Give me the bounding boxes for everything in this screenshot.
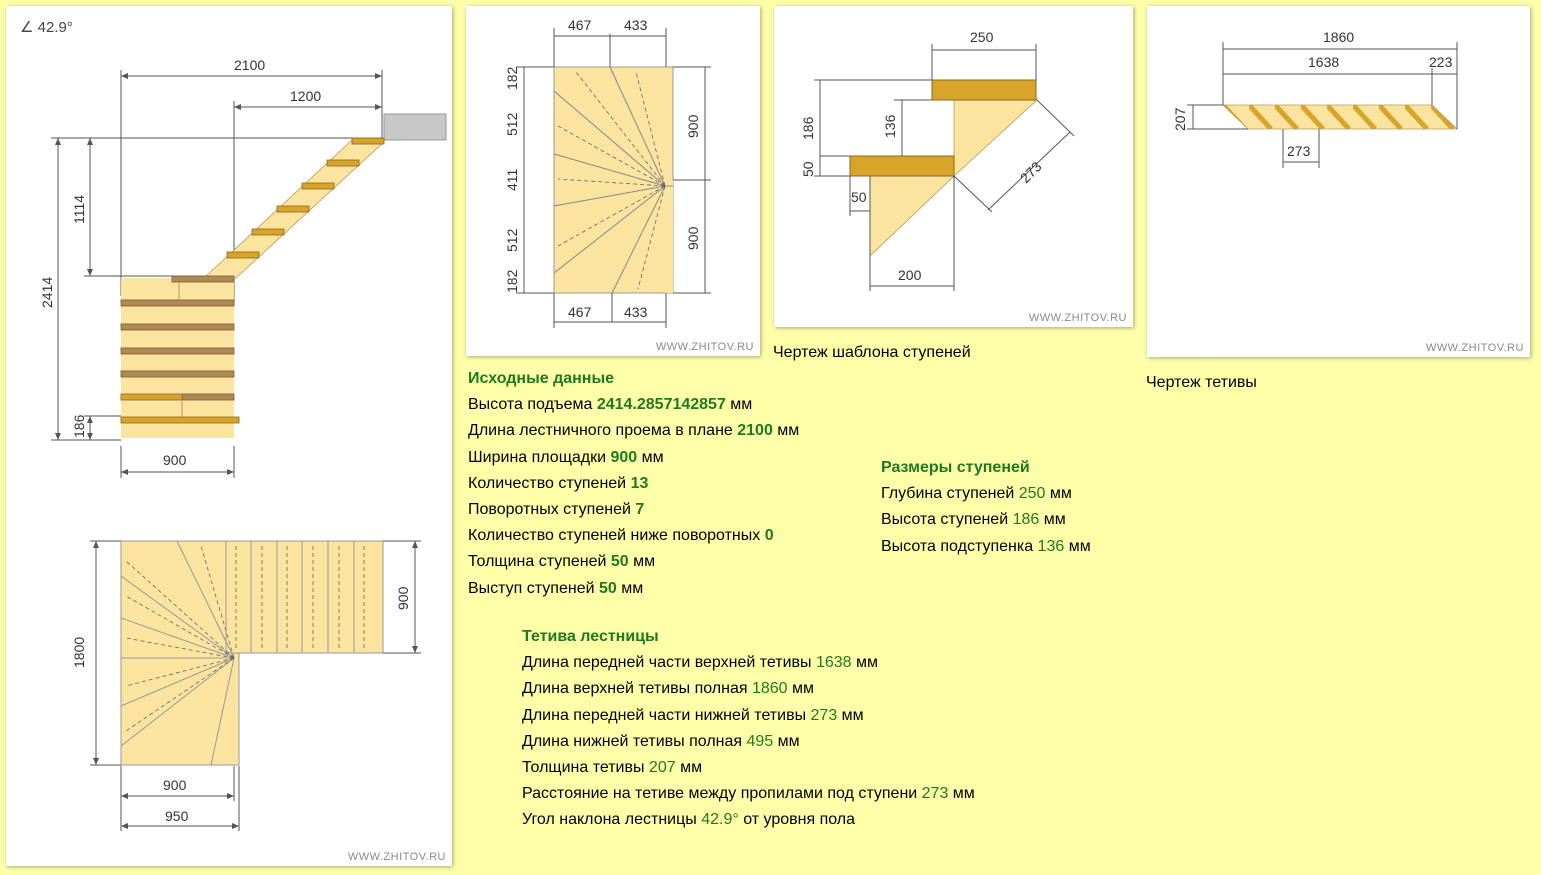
dim-207: 207 — [1172, 107, 1188, 131]
string-row: Длина верхней тетивы полная 1860 мм — [522, 680, 815, 698]
steps-block — [881, 455, 1091, 560]
dim-200: 200 — [898, 267, 922, 283]
stringer-drawing — [1147, 6, 1530, 357]
dim-900-plan-right: 900 — [395, 586, 411, 610]
steps-row: Глубина ступеней 250 мм — [881, 485, 1072, 503]
dim-900-side: 900 — [163, 452, 187, 468]
string-block — [522, 624, 975, 834]
input-row: Толщина ступеней 50 мм — [468, 553, 656, 571]
watermark: WWW.ZHITOV.RU — [1425, 342, 1524, 354]
dim-182-a: 182 — [504, 66, 520, 90]
stringer-panel — [1147, 6, 1530, 357]
input-row: Длина лестничного проема в плане 2100 мм — [468, 422, 800, 440]
stringer-caption: Чертеж тетивы — [1146, 374, 1257, 391]
string-row: Расстояние на тетиве между пропилами под ступени 273 мм — [522, 785, 975, 803]
dim-50-b: 50 — [851, 189, 867, 205]
string-heading: Тетива лестницы — [522, 628, 659, 645]
string-row: Длина передней части верхней тетивы 1638 мм — [522, 654, 879, 672]
dim-512-a: 512 — [504, 112, 520, 136]
input-row: Высота подъема 2414.2857142857 мм — [468, 396, 753, 414]
string-row: Угол наклона лестницы 42.9° от уровня пола — [522, 811, 856, 829]
dim-1114: 1114 — [71, 194, 87, 224]
string-row: Длина передней части нижней тетивы 273 мм — [522, 706, 864, 724]
input-row: Ширина площадки 900 мм — [468, 448, 664, 466]
main-drawing-panel — [6, 6, 452, 866]
string-row: Толщина тетивы 207 мм — [522, 759, 703, 777]
dim-1638: 1638 — [1308, 54, 1340, 70]
dim-136: 136 — [882, 114, 898, 138]
dim-273: 273 — [1016, 158, 1045, 187]
steps-heading: Размеры ступеней — [881, 459, 1030, 476]
winder-plan-drawing — [466, 6, 760, 356]
dim-186: 186 — [71, 414, 87, 438]
dim-411: 411 — [504, 168, 520, 191]
steps-row: Высота подступенка 136 мм — [881, 537, 1091, 555]
dim-950: 950 — [165, 808, 189, 824]
dim-1860: 1860 — [1323, 29, 1355, 45]
dim-2100: 2100 — [234, 57, 266, 73]
dim-900-right-b: 900 — [685, 226, 701, 250]
dim-900-right-a: 900 — [685, 114, 701, 138]
angle-label: ∠ 42.9° — [20, 19, 73, 36]
template-panel — [774, 6, 1133, 327]
dim-1800: 1800 — [71, 636, 87, 668]
input-row: Поворотных ступеней 7 — [468, 501, 645, 519]
dim-2414: 2414 — [39, 276, 55, 308]
input-heading: Исходные данные — [468, 370, 615, 387]
dim-433-top: 433 — [624, 17, 648, 33]
dim-1200: 1200 — [290, 88, 322, 104]
template-caption: Чертеж шаблона ступеней — [773, 344, 971, 361]
dim-512-b: 512 — [504, 228, 520, 252]
input-data-block — [468, 366, 799, 602]
winder-plan-panel — [466, 6, 760, 356]
input-row: Выступ ступеней 50 мм — [468, 579, 644, 597]
dim-900-plan: 900 — [163, 777, 187, 793]
dim-50-a: 50 — [800, 161, 816, 177]
watermark: WWW.ZHITOV.RU — [1028, 312, 1127, 324]
input-row: Количество ступеней ниже поворотных 0 — [468, 527, 774, 545]
dim-467-top: 467 — [568, 17, 592, 33]
dim-250: 250 — [970, 29, 994, 45]
template-drawing — [774, 6, 1133, 327]
dim-273: 273 — [1287, 143, 1311, 159]
watermark: WWW.ZHITOV.RU — [347, 851, 446, 863]
main-drawing — [6, 6, 452, 866]
steps-row: Высота ступеней 186 мм — [881, 511, 1066, 529]
dim-467-bottom: 467 — [568, 304, 592, 320]
watermark: WWW.ZHITOV.RU — [655, 341, 754, 353]
input-row: Количество ступеней 13 — [468, 474, 649, 492]
dim-182-b: 182 — [504, 269, 520, 293]
dim-186: 186 — [800, 116, 816, 140]
dim-433-bottom: 433 — [624, 304, 648, 320]
string-row: Длина нижней тетивы полная 495 мм — [522, 732, 800, 750]
dim-223: 223 — [1429, 54, 1453, 70]
